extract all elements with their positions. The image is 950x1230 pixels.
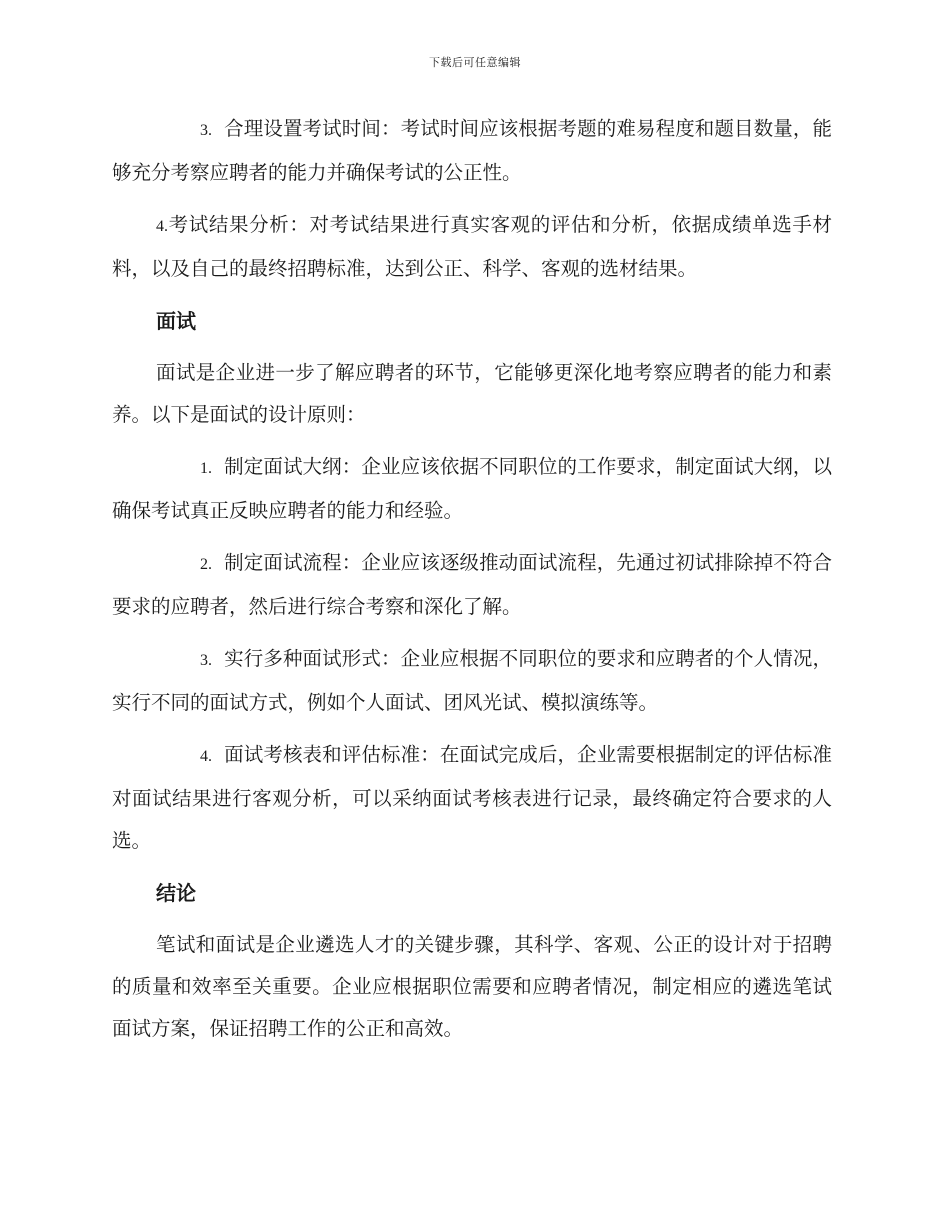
list-item-exam-analysis	[112, 204, 832, 290]
list-item-interview-process	[112, 542, 832, 628]
list-item-text: 合理设置考试时间：考试时间应该根据考题的难易程度和题目数量，能够充分考察应聘者的能力并确保考试的公正性。	[112, 117, 832, 184]
list-item-interview-evaluation	[112, 734, 832, 862]
conclusion-paragraph: 笔试和面试是企业遴选人才的关键步骤，其科学、客观、公正的设计对于招聘的质量和效率至关重要。企业应根据职位需要和应聘者情况，制定相应的遴选笔试面试方案，保证招聘工作的公正和高效。	[112, 933, 832, 1040]
list-number: 1.	[200, 460, 212, 477]
list-item-text: 面试考核表和评估标准：在面试完成后，企业需要根据制定的评估标准对面试结果进行客观分析，可以采纳面试考核表进行记录，最终确定符合要求的人选。	[112, 743, 832, 852]
list-item-exam-time	[112, 108, 832, 194]
list-item-text: 考试结果分析：对考试结果进行真实客观的评估和分析，依据成绩单选手材料，以及自己的最终招聘标准，达到公正、科学、客观的选材结果。	[112, 213, 832, 280]
section-heading-conclusion: 结论	[156, 881, 196, 905]
interview-intro-paragraph: 面试是企业进一步了解应聘者的环节，它能够更深化地考察应聘者的能力和素养。以下是面试的设计原则：	[112, 361, 832, 426]
list-item-interview-forms	[112, 638, 832, 724]
list-number: 3.	[200, 652, 212, 669]
list-number: 4.	[200, 748, 212, 765]
list-item-text: 实行多种面试形式：企业应根据不同职位的要求和应聘者的个人情况，实行不同的面试方式，例如个人面试、团风光试、模拟演练等。	[112, 647, 832, 714]
list-number: 2.	[200, 556, 212, 573]
list-item-text: 制定面试大纲：企业应该依据不同职位的工作要求，制定面试大纲，以确保考试真正反映应聘者的能力和经验。	[112, 455, 832, 522]
list-item-text: 制定面试流程：企业应该逐级推动面试流程，先通过初试排除掉不符合要求的应聘者，然后进行综合考察和深化了解。	[112, 551, 832, 618]
list-item-interview-outline	[112, 446, 832, 532]
list-number: 4.	[156, 218, 168, 235]
section-heading-interview: 面试	[156, 309, 196, 333]
document-body	[112, 108, 832, 1060]
page-header: 下载后可任意编辑	[429, 56, 521, 69]
list-number: 3.	[200, 122, 212, 139]
